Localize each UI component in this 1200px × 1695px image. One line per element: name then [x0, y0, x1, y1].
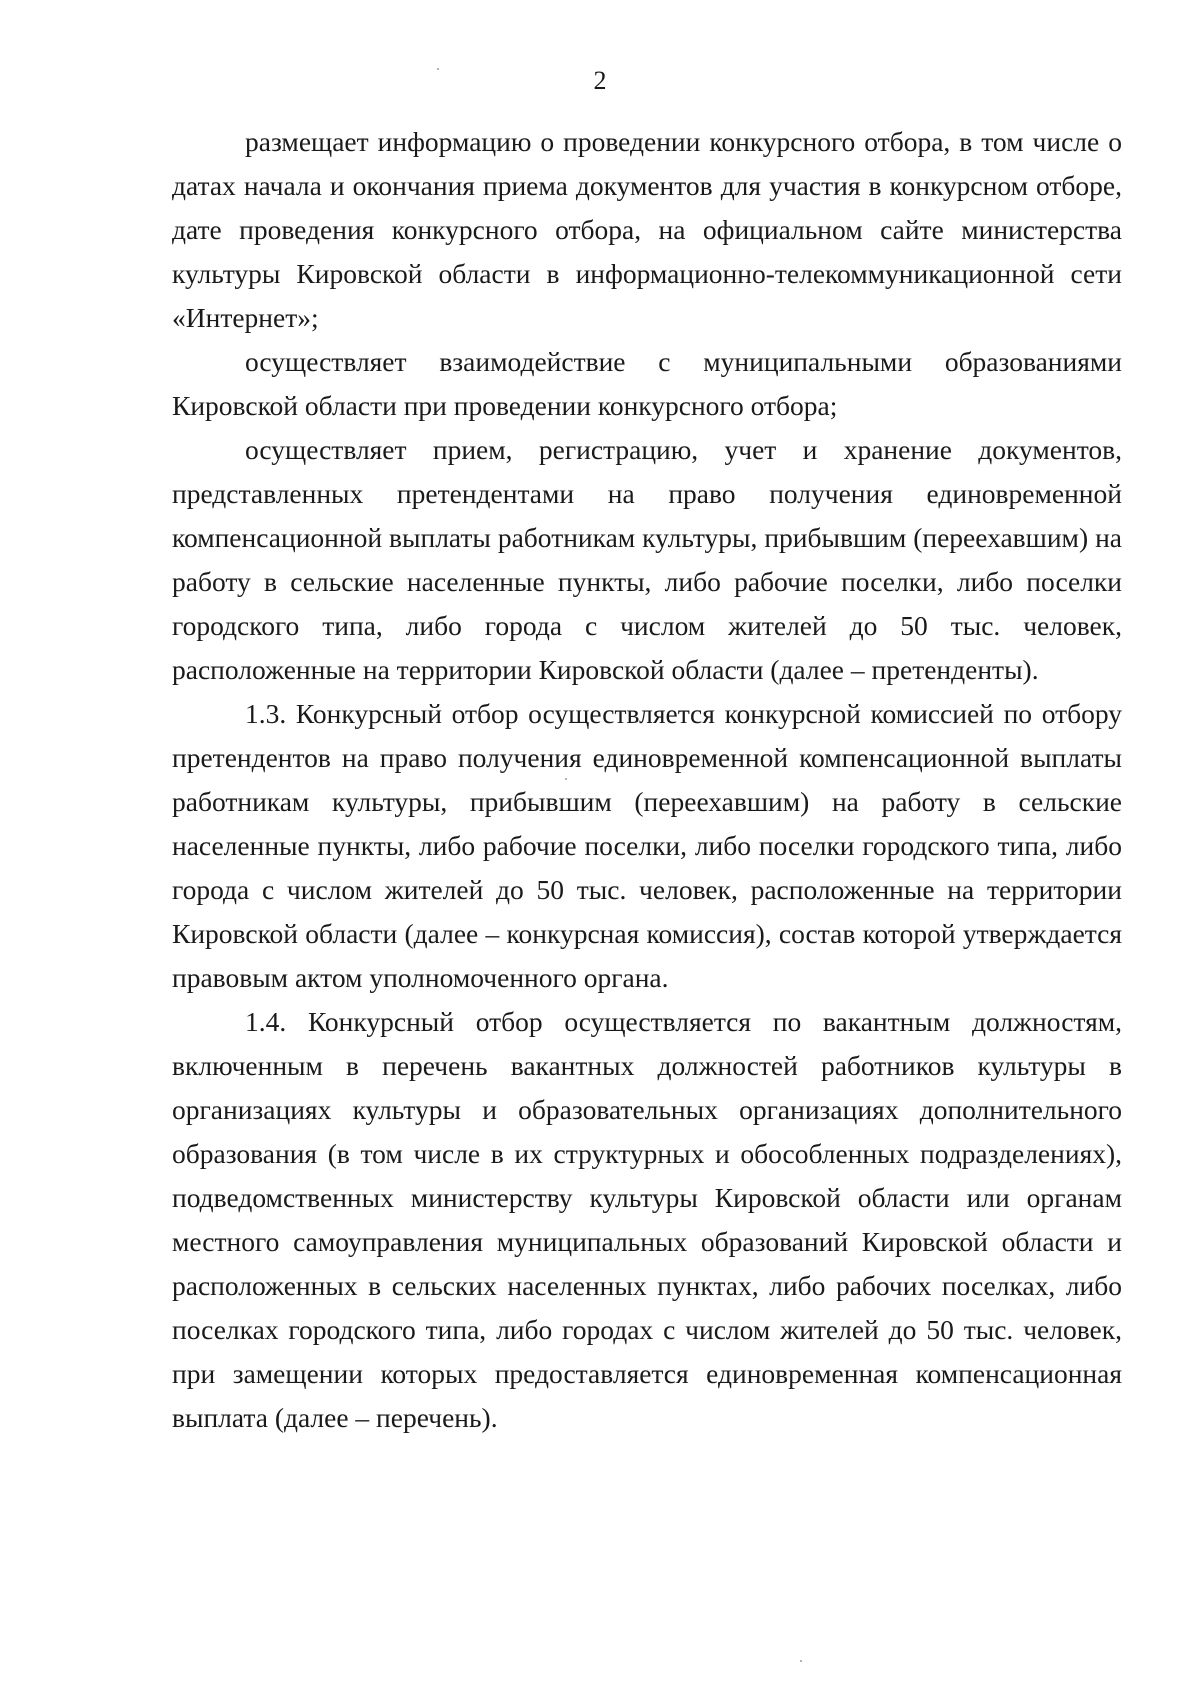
page-number: 2 — [593, 66, 607, 95]
paragraph-section-1-3: 1.3. Конкурсный отбор осуществляется конкурсной комиссией по отбору претендентов на право получения единовременной компенсационной выплаты работникам культуры, прибывшим (переехавшим) на работу в сельские населенные пункты, либо рабочие поселки, либо поселки городского типа, либо города с числом жителей до 50 тыс. человек, расположенные на территории Кировской области (далее – конкурсная комиссия), состав которой утверждается правовым актом уполномоченного органа. — [172, 698, 1122, 993]
scan-speck — [565, 778, 567, 780]
paragraph-interaction: осуществляет взаимодействие с муниципальными образованиями Кировской области при проведении конкурсного отбора; — [172, 346, 1122, 421]
scan-speck — [437, 68, 439, 70]
paragraph-info-posting: размещает информацию о проведении конкурсного отбора, в том числе о датах начала и окончания приема документов для участия в конкурсном отборе, дате проведения конкурсного отбора, на официальном сайте министерства культуры Кировской области в информационно-телекоммуникационной сети «Интернет»; — [172, 126, 1122, 333]
paragraph-section-1-4: 1.4. Конкурсный отбор осуществляется по вакантным должностям, включенным в перечень вакантных должностей работников культуры в организациях культуры и образовательных организациях дополнительного образования (в том числе в их структурных и обособленных подразделениях), подведомственных министерству культуры Кировской области или органам местного самоуправления муниципальных образований Кировской области и расположенных в сельских населенных пунктах, либо рабочих поселках, либо поселках городского типа, либо городах с числом жителей до 50 тыс. человек, при замещении которых предоставляется единовременная компенсационная выплата (далее – перечень). — [172, 1006, 1122, 1433]
paragraph-documents-reception: осуществляет прием, регистрацию, учет и хранение документов, представленных претендентами на право получения единовременной компенсационной выплаты работникам культуры, прибывшим (переехавшим) на работу в сельские населенные пункты, либо рабочие поселки, либо поселки городского типа, либо города с числом жителей до 50 тыс. человек, расположенные на территории Кировской области (далее – претенденты). — [172, 434, 1122, 685]
document-body — [172, 120, 1122, 1440]
scan-speck — [800, 1660, 802, 1662]
